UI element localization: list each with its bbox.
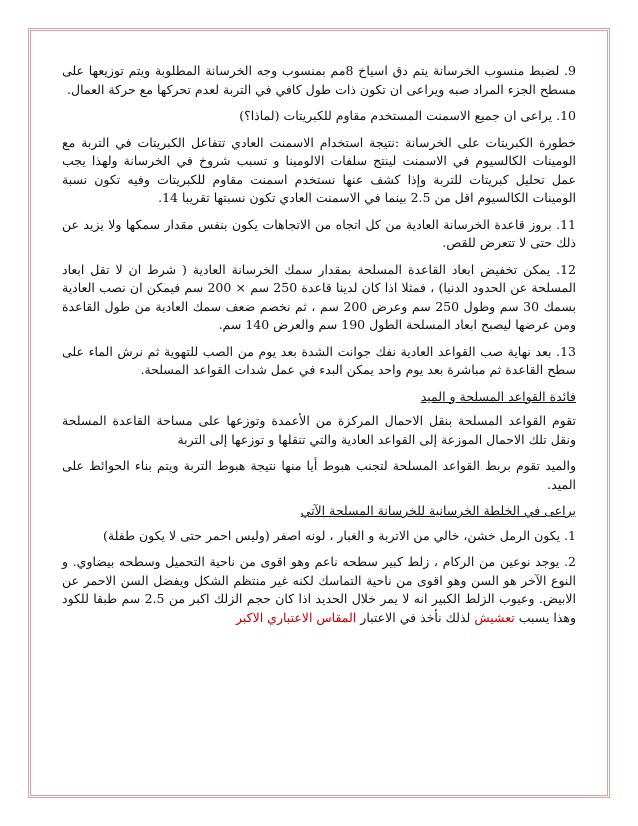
section-heading-benefit: فائدة القواعد المسلحة و الميد	[420, 388, 576, 404]
document-body	[62, 62, 576, 635]
aggregate-text-mid: لذلك نأخذ في الاعتبار	[360, 609, 471, 625]
list-item-aggregate	[62, 553, 576, 627]
paragraph-item-12: 12. يمكن تخفيض ابعاد القاعدة المسلحة بمقدار سمك الخرسانة العادية ( شرط ان لا تقل ابعاد المسلحة عن الحدود الدنيا) ، فمثلا اذا كان لدينا قاعدة 250 سم × 200 سم فيمكن ان نصب العادية بسمك 30 سم وطول 250 سم وعرض 200 سم ، ثم نخصم ضعف سمك العادية من طول القاعدة ومن عرضها ليصبح ابعاد المسلحة الطول 190 سم والعرض 140 سم.	[62, 261, 577, 332]
list-item-sand: 1. يكون الرمل خشن، خالي من الاتربة و الغبار ، لونه اصفر (وليس احمر حتى لا يكون طفلة)	[103, 527, 576, 543]
paragraph-benefit-beams: والميد تقوم بربط القواعد المسلحة لتجنب هبوط أيا منها نتيجة هبوط التربة ويتم بناء الحوائط على الميد.	[62, 458, 576, 492]
paragraph-sulfate-danger: خطورة الكبريتات على الخرسانة :نتيجة استخدام الاسمنت العادي تتفاعل الكبريتات في التربة مع الومينات الكالسيوم في الاسمنت لينتج سلفات الالومينا و تسبب شروخ في الخرسانة ولهذا يجب عمل تحليل كبريتات للتربة وإذا كشف عنها نستخدم اسمنت مقاوم للكبريتات وفيه تكون نسبة الومينات الكالسيوم اقل من 2.5 بينما في الاسمنت العادي تكون نسبتها تقريبا 14.	[62, 134, 576, 205]
highlight-honeycombing: تعشيش	[474, 609, 515, 625]
paragraph-benefit-footings: تقوم القواعد المسلحة بنقل الاحمال المركزة من الأعمدة وتوزعها على مساحة القاعدة المسلحة ونقل تلك الاحمال الموزعة إلى القواعد العادية والتي تنقلها و توزعها إلى التربة	[62, 413, 576, 447]
aggregate-text-main: 2. يوجد نوعين من الركام ، زلط كبير سطحه ناعم وهو اقوى من ناحية التحميل وسطحه بيضاوي. و النوع الآخر هو السن وهو اقوى من ناحية التماسك لكنه غير منتظم الشكل ويفضل السن الاحمر عن الابيض. وعيوب الزلط الكبير انه لا يمر خلال الحديد اذا كان حجم الزلك اكبر من 2.5 سم طبقا للكود وهذا يسبب	[62, 554, 576, 625]
paragraph-item-9: 9. لضبط منسوب الخرسانة يتم دق اسياخ 8مم بمنسوب وجه الخرسانة المطلوبة ويتم توزيعها على مسطح الجزء المراد صبه ويراعى ان تكون ذات طول كافي في التربة لعدم تحركها مع حركة العمال.	[62, 63, 576, 97]
section-heading-mix: يراعى في الخلطة الخرسانية للخرسانة المسلحة الآتي	[300, 503, 576, 518]
paragraph-item-13: 13. بعد نهاية صب القواعد العادية نفك جوانت الشدة بعد يوم من الصب للتهوية ثم نرش الماء على سطح القاعدة ثم مباشرة بعد يوم واحد يمكن البدء في عمل شدات القواعد المسلحة.	[62, 343, 576, 377]
highlight-max-aggregate-size: المقاس الاعتباري الاكبر	[235, 609, 357, 625]
paragraph-item-11: 11. بروز قاعدة الخرسانة العادية من كل اتجاه من الاتجاهات يكون بنفس مقدار سمكها ولا يزيد عن ذلك حتى لا تتعرض للقص.	[62, 216, 576, 250]
paragraph-item-10: 10. يراعى ان جميع الاسمنت المستخدم مقاوم للكبريتات (لماذا؟)	[239, 108, 576, 123]
